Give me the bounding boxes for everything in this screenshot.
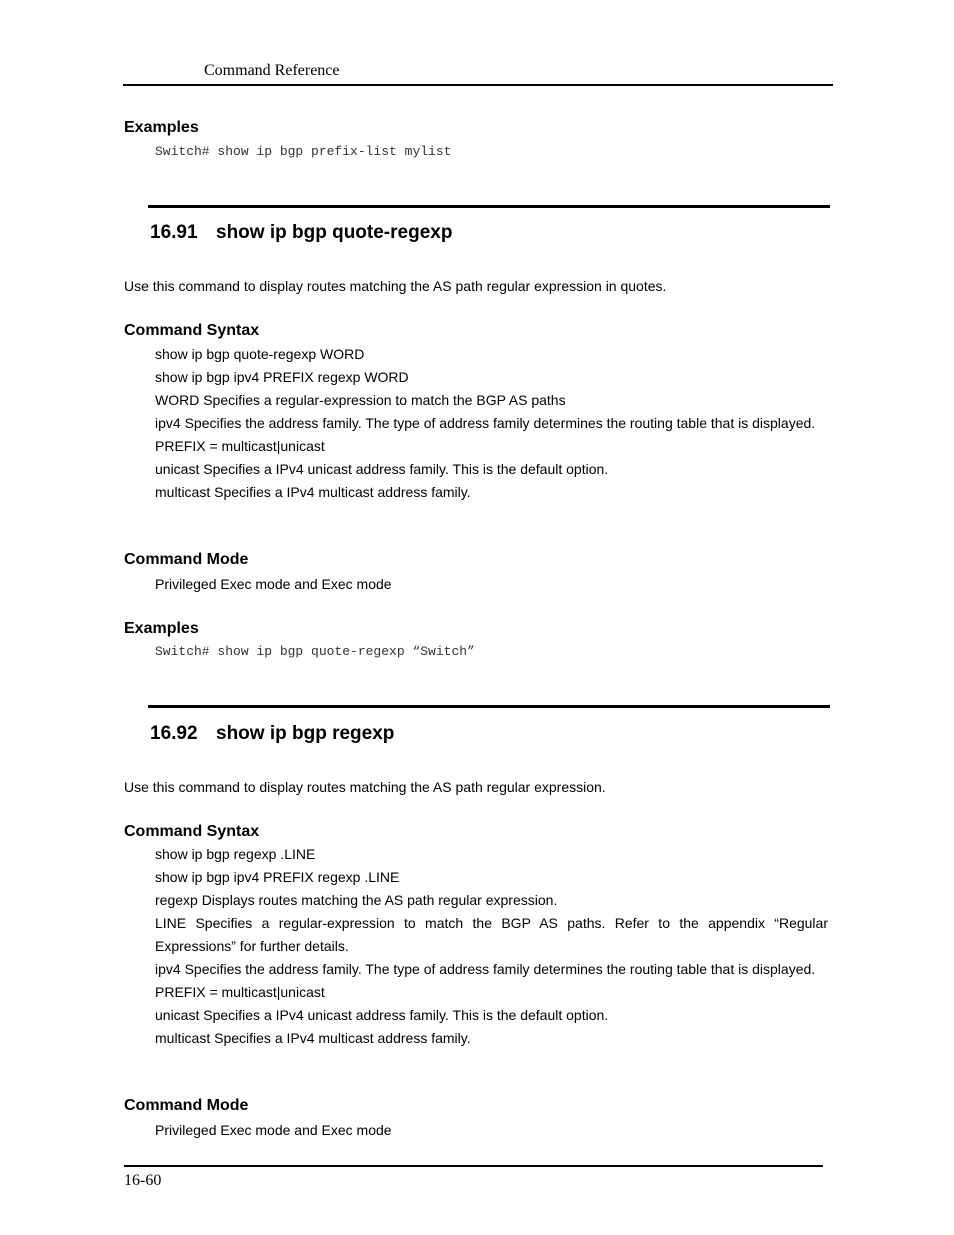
command-syntax-heading: Command Syntax: [124, 322, 260, 339]
syntax-line: unicast Specifies a IPv4 unicast address family. This is the default option.: [155, 1007, 609, 1023]
command-syntax-list: [155, 843, 828, 1050]
syntax-line: show ip bgp quote-regexp WORD: [155, 346, 365, 362]
section-heading: [150, 222, 452, 244]
command-syntax-list: [155, 343, 828, 504]
command-mode-text: Privileged Exec mode and Exec mode: [155, 1122, 392, 1138]
section-title: show ip bgp quote-regexp: [216, 222, 453, 243]
section-intro: Use this command to display routes matching the AS path regular expression in quotes.: [124, 278, 667, 294]
syntax-line: regexp Displays routes matching the AS path regular expression.: [155, 892, 558, 908]
header-divider: [123, 84, 833, 86]
section-divider: [148, 705, 830, 708]
syntax-line: multicast Specifies a IPv4 multicast address family.: [155, 1030, 471, 1046]
section-heading: [150, 723, 394, 745]
section-number: 16.92: [150, 723, 198, 744]
syntax-line: PREFIX = multicast|unicast: [155, 984, 325, 1000]
command-mode-heading: Command Mode: [124, 551, 249, 568]
page-number: 16-60: [124, 1172, 162, 1189]
examples-heading: Examples: [124, 620, 199, 637]
syntax-line: WORD Specifies a regular-expression to match the BGP AS paths: [155, 392, 566, 408]
command-syntax-heading: Command Syntax: [124, 823, 260, 840]
syntax-line: show ip bgp regexp .LINE: [155, 846, 316, 862]
syntax-line: LINE Specifies a regular-expression to match the BGP AS paths. Refer to the appendix “Regular Expressions” for further details.: [155, 915, 828, 954]
example-code: Switch# show ip bgp quote-regexp “Switch”: [155, 644, 475, 659]
syntax-line: show ip bgp ipv4 PREFIX regexp WORD: [155, 369, 409, 385]
command-mode-text: Privileged Exec mode and Exec mode: [155, 576, 392, 592]
example-code: Switch# show ip bgp prefix-list mylist: [155, 144, 452, 159]
syntax-line: ipv4 Specifies the address family. The type of address family determines the routing table that is displayed.: [155, 961, 816, 977]
examples-heading: Examples: [124, 119, 199, 136]
command-mode-heading: Command Mode: [124, 1097, 249, 1114]
running-header: Command Reference: [204, 62, 340, 79]
syntax-line: show ip bgp ipv4 PREFIX regexp .LINE: [155, 869, 400, 885]
footer-divider: [124, 1165, 823, 1167]
syntax-line: ipv4 Specifies the address family. The type of address family determines the routing table that is displayed.: [155, 415, 816, 431]
section-title: show ip bgp regexp: [216, 723, 395, 744]
syntax-line: unicast Specifies a IPv4 unicast address family. This is the default option.: [155, 461, 609, 477]
section-number: 16.91: [150, 222, 198, 243]
section-intro: Use this command to display routes matching the AS path regular expression.: [124, 779, 606, 795]
syntax-line: multicast Specifies a IPv4 multicast address family.: [155, 484, 471, 500]
syntax-line: PREFIX = multicast|unicast: [155, 438, 325, 454]
section-divider: [148, 205, 830, 208]
